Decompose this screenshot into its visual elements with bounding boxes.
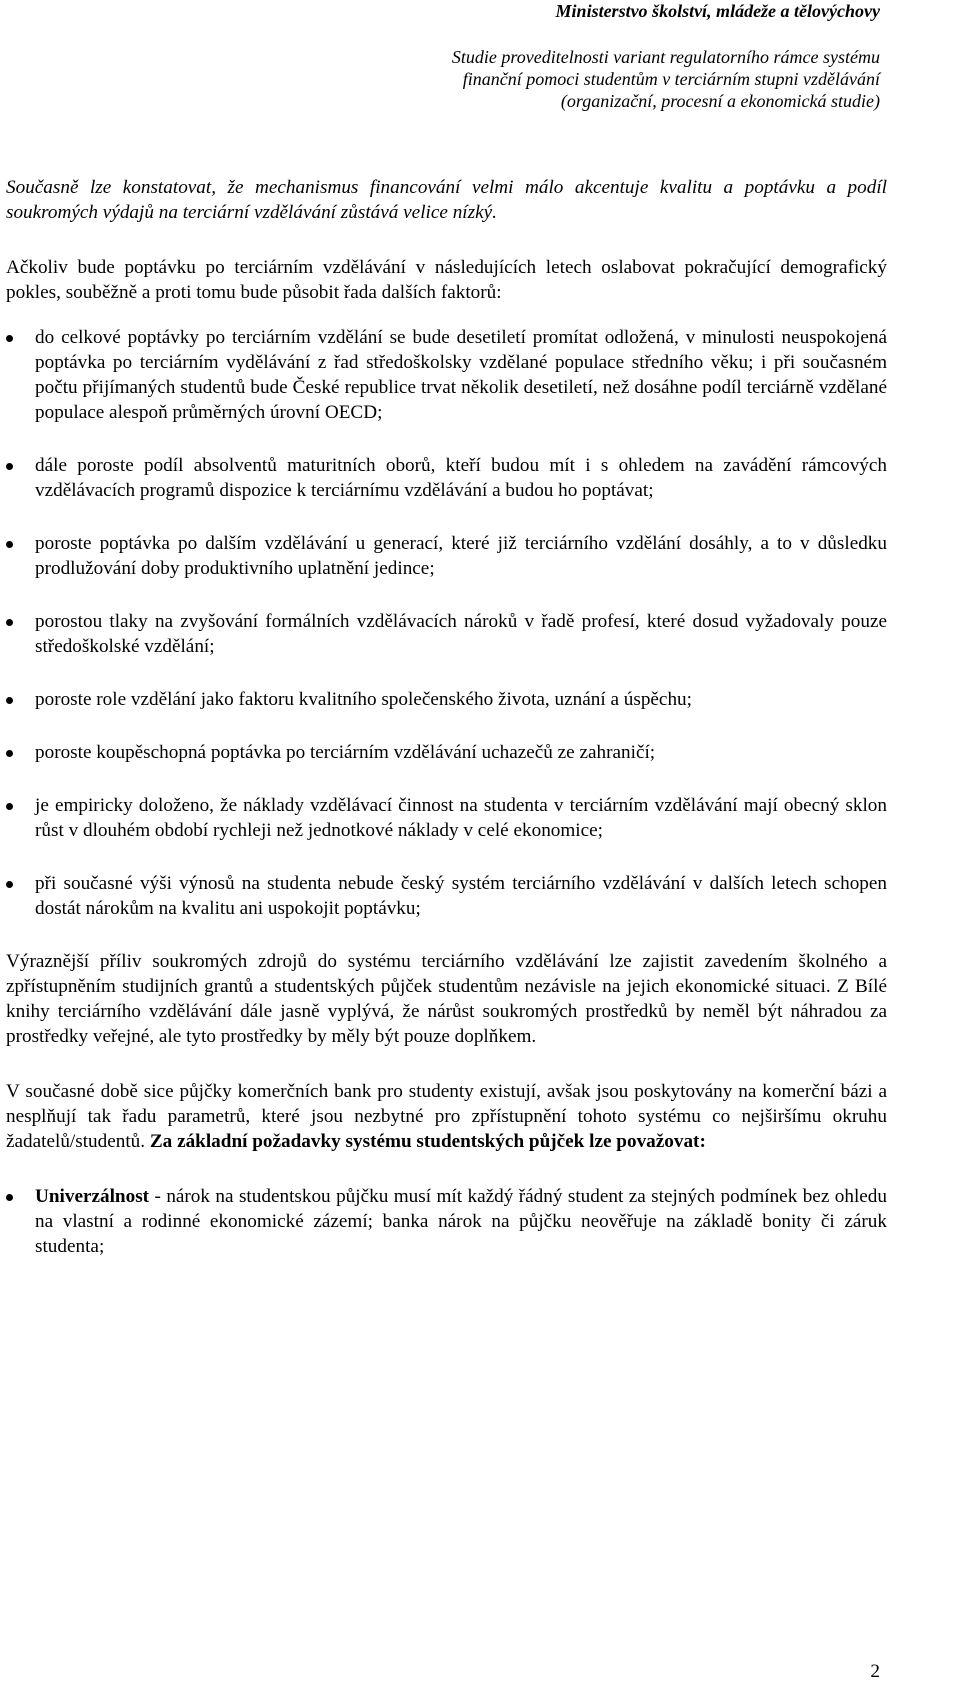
ministry-name: Ministerstvo školství, mládeže a tělovýchovy [555, 1, 880, 21]
private-resources-paragraph: Výraznější příliv soukromých zdrojů do systému terciárního vzdělávání lze zajistit zavedením školného a zpřístupněním studijních grantů a studentských půjček studentům nezávisle na jejich ekonomické situaci. Z Bílé knihy terciárního vzdělávání dále jasně vyplývá, že nárůst soukromých prostředků by neměl být náhradou za prostředky veřejné, ale tyto prostředky by měly být pouze doplňkem. [6, 951, 887, 1047]
loans-paragraph-text: V současné době sice půjčky komerčních bank pro studenty existují, avšak jsou poskytovány na komerční bázi a nesplňují tak řadu parametrů, které jsou nezbytné pro zpřístupnění tohoto systému co nejširšímu okruhu žadatelů/studentů. [6, 1081, 887, 1152]
requirements-list [6, 1184, 887, 1259]
list-item [6, 793, 887, 843]
bullet-icon [6, 1194, 13, 1201]
study-title-line: (organizační, procesní a ekonomická studie) [560, 91, 880, 111]
lead-paragraph: Ačkoliv bude poptávku po terciárním vzdělávání v následujících letech oslabovat pokračující demografický pokles, souběžně a proti tomu bude působit řada dalších faktorů: [6, 257, 887, 303]
list-item [6, 609, 887, 659]
list-item-text: při současné výši výnosů na studenta nebude český systém terciárního vzdělávání v dalších letech schopen dostát nárokům na kvalitu ani uspokojit poptávku; [35, 873, 887, 919]
loans-paragraph [6, 1079, 887, 1154]
list-item [6, 871, 887, 921]
bullet-icon [6, 463, 13, 470]
list-item [6, 453, 887, 503]
bullet-icon [6, 541, 13, 548]
bullet-icon [6, 881, 13, 888]
bullet-icon [6, 697, 13, 704]
document-body [6, 175, 887, 1287]
list-item [6, 325, 887, 425]
list-item [6, 740, 887, 765]
list-item-text: dále poroste podíl absolventů maturitních oborů, kteří budou mít i s ohledem na zavádění rámcových vzdělávacích programů dispozice k terciárnímu vzdělávání a budou ho poptávat; [35, 455, 887, 501]
intro-paragraph: Současně lze konstatovat, že mechanismus financování velmi málo akcentuje kvalitu a poptávku a podíl soukromých výdajů na terciární vzdělávání zůstává velice nízký. [6, 177, 887, 223]
list-item [6, 1184, 887, 1259]
list-item-text: poroste poptávka po dalším vzdělávání u generací, které již terciárního vzdělání dosáhly, a to v důsledku prodlužování doby produktivního uplatnění jedince; [35, 533, 887, 579]
bullet-icon [6, 335, 13, 342]
list-item-text: poroste koupěschopná poptávka po terciárním vzdělávání uchazečů ze zahraničí; [35, 742, 656, 763]
bullet-icon [6, 619, 13, 626]
study-title [452, 46, 880, 112]
bullet-icon [6, 750, 13, 757]
page-header [452, 0, 880, 112]
list-item-text: porostou tlaky na zvyšování formálních vzdělávacích nároků v řadě profesí, které dosud vyžadovaly pouze středoškolské vzdělání; [35, 611, 887, 657]
page-number: 2 [870, 1661, 880, 1682]
list-item-text: je empiricky doloženo, že náklady vzdělávací činnost na studenta v terciárním vzdělávání mají obecný sklon růst v dlouhém období rychleji než jednotkové náklady v celé ekonomice; [35, 795, 887, 841]
study-title-line: finanční pomoci studentům v terciárním stupni vzdělávání [462, 69, 880, 89]
requirement-term: Univerzálnost [35, 1186, 150, 1207]
list-item [6, 687, 887, 712]
study-title-line: Studie proveditelnosti variant regulatorního rámce systému [451, 47, 880, 67]
requirement-text: - nárok na studentskou půjčku musí mít každý řádný student za stejných podmínek bez ohledu na vlastní a rodinné ekonomické zázemí; banka nárok na půjčku neověřuje na základě bonity či záruk studenta; [35, 1186, 887, 1257]
list-item-text: do celkové poptávky po terciárním vzdělání se bude desetiletí promítat odložená, v minulosti neuspokojená poptávka po terciárním vydělávání z řad středoškolsky vzdělané populace středního věku; i při současném počtu přijímaných studentů bude České republice trvat několik desetiletí, než dosáhne podíl terciárně vzdělané populace alespoň průměrných úrovní OECD; [35, 327, 887, 423]
bullet-icon [6, 803, 13, 810]
list-item [6, 531, 887, 581]
list-item-text: poroste role vzdělání jako faktoru kvalitního společenského života, uznání a úspěchu; [35, 689, 692, 710]
loans-paragraph-emphasis: Za základní požadavky systému studentských půjček lze považovat: [149, 1131, 706, 1152]
factors-list [6, 325, 887, 921]
